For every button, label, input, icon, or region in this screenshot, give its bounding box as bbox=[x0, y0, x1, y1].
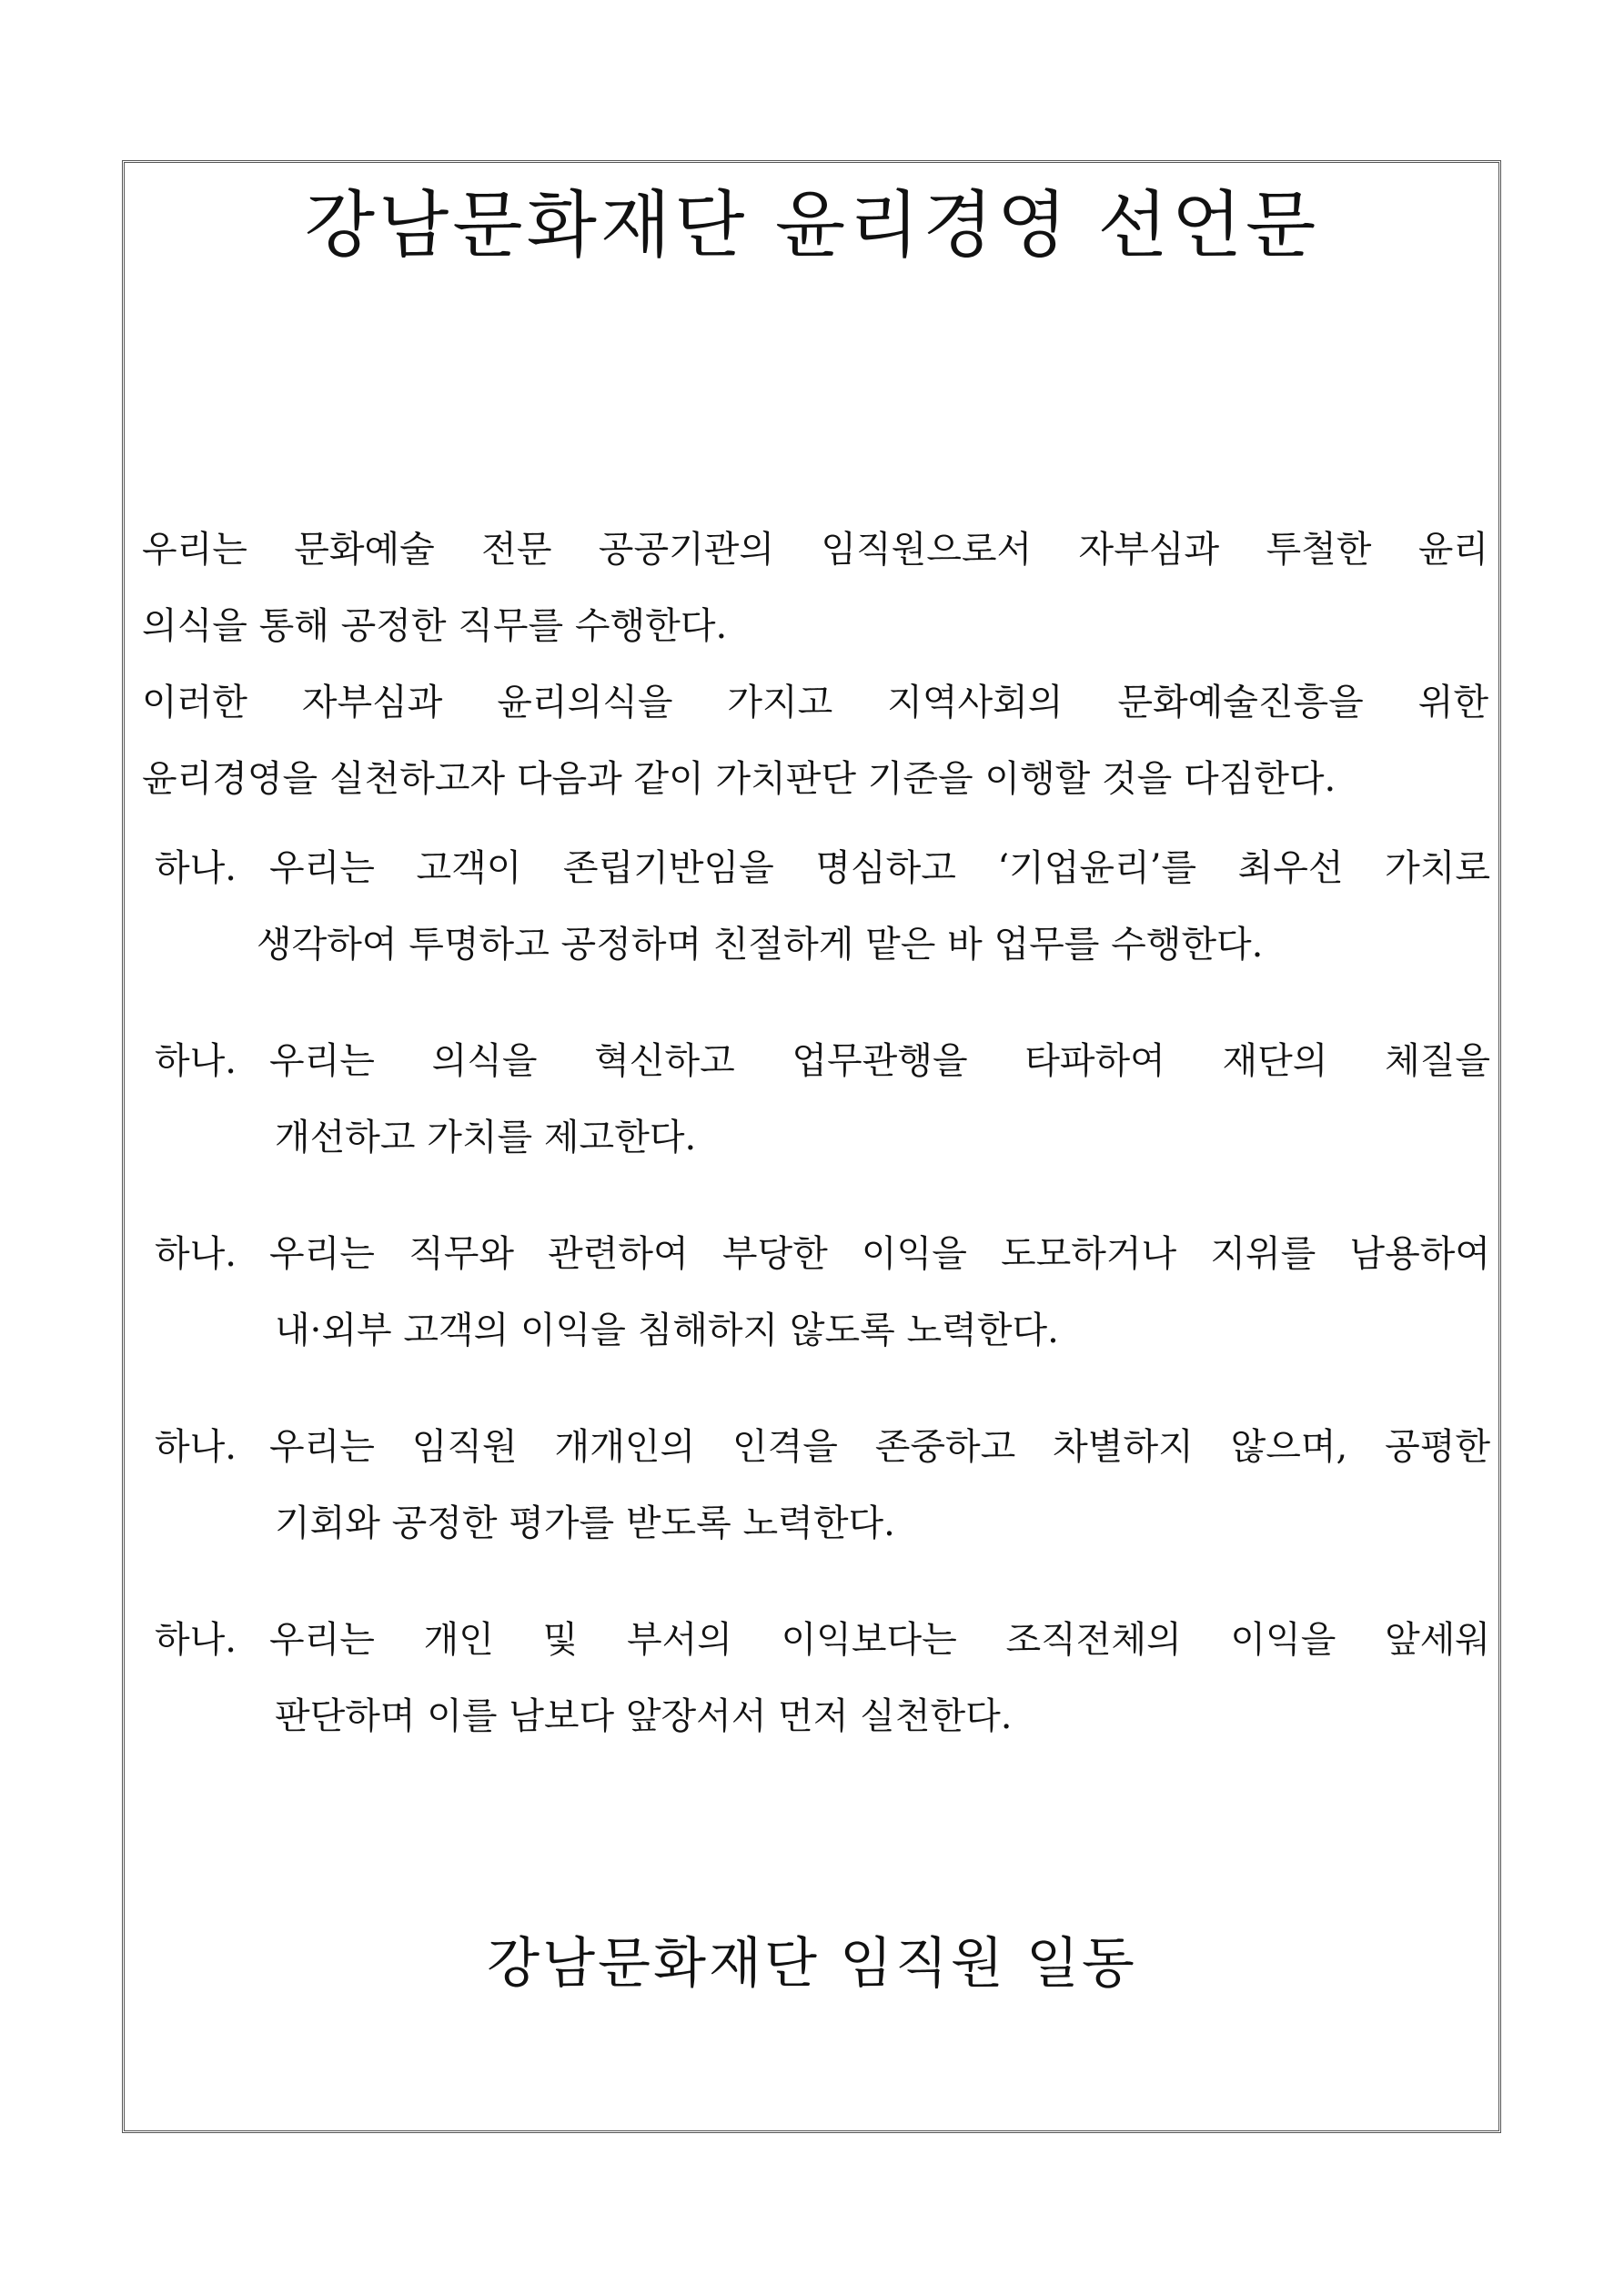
pledge-item bbox=[155, 830, 1490, 983]
signature: 강남문화재단 임직원 일동 bbox=[487, 1932, 1137, 1996]
intro-line: 우리는 문화예술 전문 공공기관의 임직원으로서 자부심과 투철한 윤리 bbox=[142, 529, 1488, 571]
pledge-line: 생각하여 투명하고 공정하며 친절하게 맡은 바 업무를 수행한다. bbox=[257, 924, 1264, 966]
document-title: 강남문화재단 윤리경영 선언문 bbox=[304, 183, 1320, 268]
pledge-marker: 하나. bbox=[155, 1619, 237, 1661]
pledge-marker: 하나. bbox=[155, 847, 237, 889]
pledge-item bbox=[155, 1023, 1490, 1176]
intro-line: 윤리경영을 실천하고자 다음과 같이 가치판단 기준을 이행할 것을 다짐한다. bbox=[142, 758, 1337, 800]
pledge-line: 우리는 고객이 존립기반임을 명심하고 ‘기업윤리’를 최우선 가치로 bbox=[269, 847, 1490, 889]
pledge-marker: 하나. bbox=[155, 1233, 237, 1275]
pledge-line: 우리는 직무와 관련하여 부당한 이익을 도모하거나 지위를 남용하여 bbox=[269, 1233, 1490, 1275]
pledge-marker: 하나. bbox=[155, 1040, 237, 1082]
pledge-line: 우리는 의식을 혁신하고 업무관행을 타파하여 재단의 체질을 bbox=[269, 1040, 1490, 1082]
pledge-line: 내·외부 고객의 이익을 침해하지 않도록 노력한다. bbox=[275, 1310, 1059, 1351]
pledge-line: 우리는 개인 및 부서의 이익보다는 조직전체의 이익을 앞세워 bbox=[269, 1619, 1490, 1661]
pledge-line: 기회와 공정한 평가를 받도록 노력한다. bbox=[275, 1502, 895, 1544]
intro-line: 의식을 통해 공정한 직무를 수행한다. bbox=[142, 605, 728, 647]
pledge-item bbox=[155, 1216, 1490, 1369]
pledge-item bbox=[155, 1409, 1490, 1562]
pledge-line: 판단하며 이를 남보다 앞장서서 먼저 실천한다. bbox=[275, 1695, 1013, 1737]
pledge-item bbox=[155, 1602, 1490, 1755]
pledge-line: 개선하고 가치를 제고한다. bbox=[275, 1117, 697, 1158]
pledge-marker: 하나. bbox=[155, 1426, 237, 1468]
intro-paragraph bbox=[142, 511, 1488, 817]
pledge-line: 우리는 임직원 개개인의 인격을 존중하고 차별하지 않으며, 공평한 bbox=[269, 1426, 1490, 1468]
intro-line: 이러한 자부심과 윤리의식을 가지고 지역사회의 문화예술진흥을 위한 bbox=[142, 682, 1488, 723]
